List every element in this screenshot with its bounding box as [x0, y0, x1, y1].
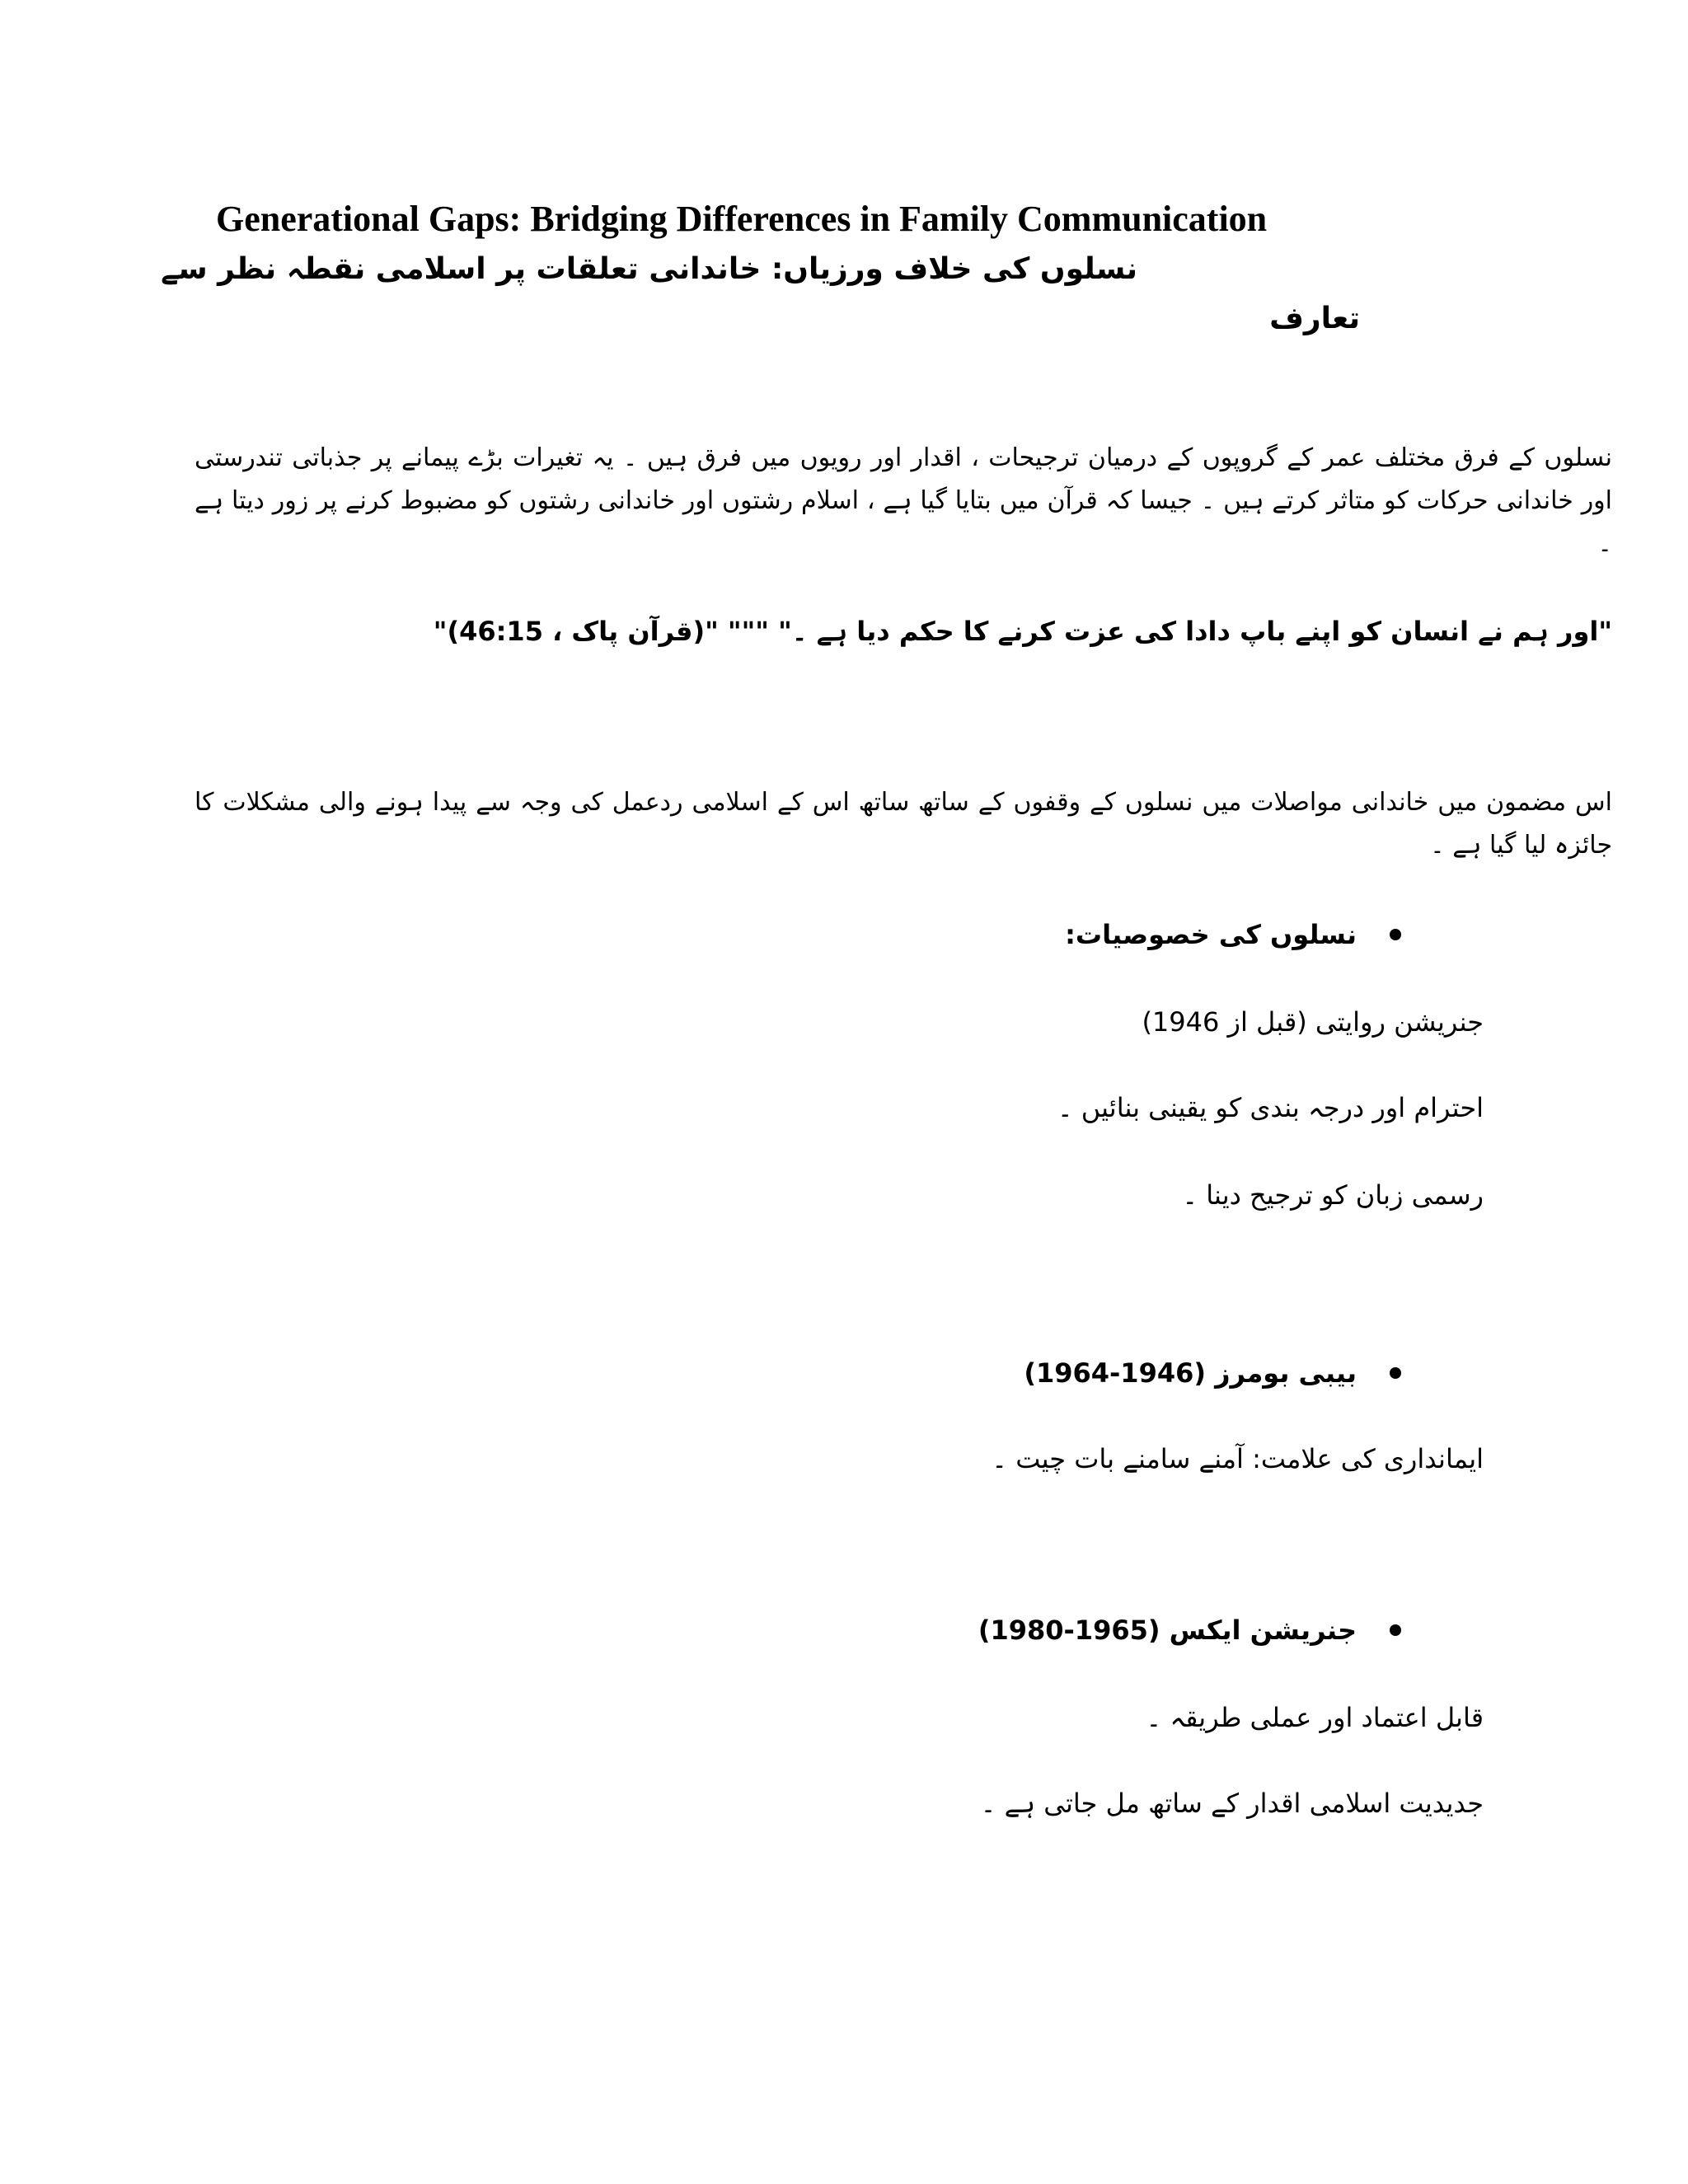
section-heading-generation-x	[907, 1609, 1401, 1652]
list-item: جنریشن روایتی (قبل از 1946)	[1142, 1006, 1484, 1038]
intro-paragraph: نسلوں کے فرق مختلف عمر کے گروپوں کے درمیان ترجیحات ، اقدار اور رویوں میں فرق ہیں ۔ یہ تغیرات بڑے پیمانے پر جذباتی تندرستی اور خاندانی حرکات کو متاثر کرتے ہیں ۔ جیسا کہ قرآن میں بتایا گیا ہے ، اسلام رشتوں اور خاندانی رشتوں کو مضبوط کرنے پر زور دیتا ہے ۔	[195, 443, 1612, 558]
bullet-icon	[1390, 1367, 1401, 1379]
list-item: رسمی زبان کو ترجیح دینا ۔	[1182, 1179, 1484, 1211]
section-heading-text: بیبی بومرز (1946-1964)	[1024, 1357, 1357, 1389]
list-item: احترام اور درجہ بندی کو یقینی بنائیں ۔	[1057, 1092, 1484, 1123]
section-heading-text: نسلوں کی خصوصیات:	[1065, 919, 1357, 950]
bullet-icon	[1390, 1624, 1401, 1636]
section-heading-characteristics	[907, 913, 1401, 956]
section-heading-text: جنریشن ایکس (1965-1980)	[978, 1615, 1357, 1646]
document-title-urdu: نسلوں کی خلاف ورزیاں: خاندانی تعلقات پر اسلامی نقطہ نظر سے	[161, 252, 1137, 286]
list-item: ایمانداری کی علامت: آمنے سامنے بات چیت ۔	[992, 1443, 1484, 1474]
section-heading-baby-boomers	[907, 1352, 1401, 1394]
bullet-icon	[1390, 929, 1401, 940]
list-item: جدیدیت اسلامی اقدار کے ساتھ مل جاتی ہے ۔	[980, 1788, 1484, 1819]
quran-quote: "اور ہم نے انسان کو اپنے باپ دادا کی عزت کرنے کا حکم دیا ہے ۔" """ "(قرآن پاک ، 46:15)"	[433, 616, 1612, 647]
intro-heading: تعارف	[1269, 302, 1360, 335]
list-item: قابل اعتماد اور عملی طریقہ ۔	[1146, 1702, 1484, 1733]
scope-paragraph: اس مضمون میں خاندانی مواصلات میں نسلوں کے وقفوں کے ساتھ ساتھ اس کے اسلامی ردعمل کی وجہ سے پیدا ہونے والی مشکلات کا جائزہ لیا گیا ہے ۔	[195, 788, 1612, 860]
document-title-english: Generational Gaps: Bridging Differences in Family Communication	[216, 199, 1268, 239]
